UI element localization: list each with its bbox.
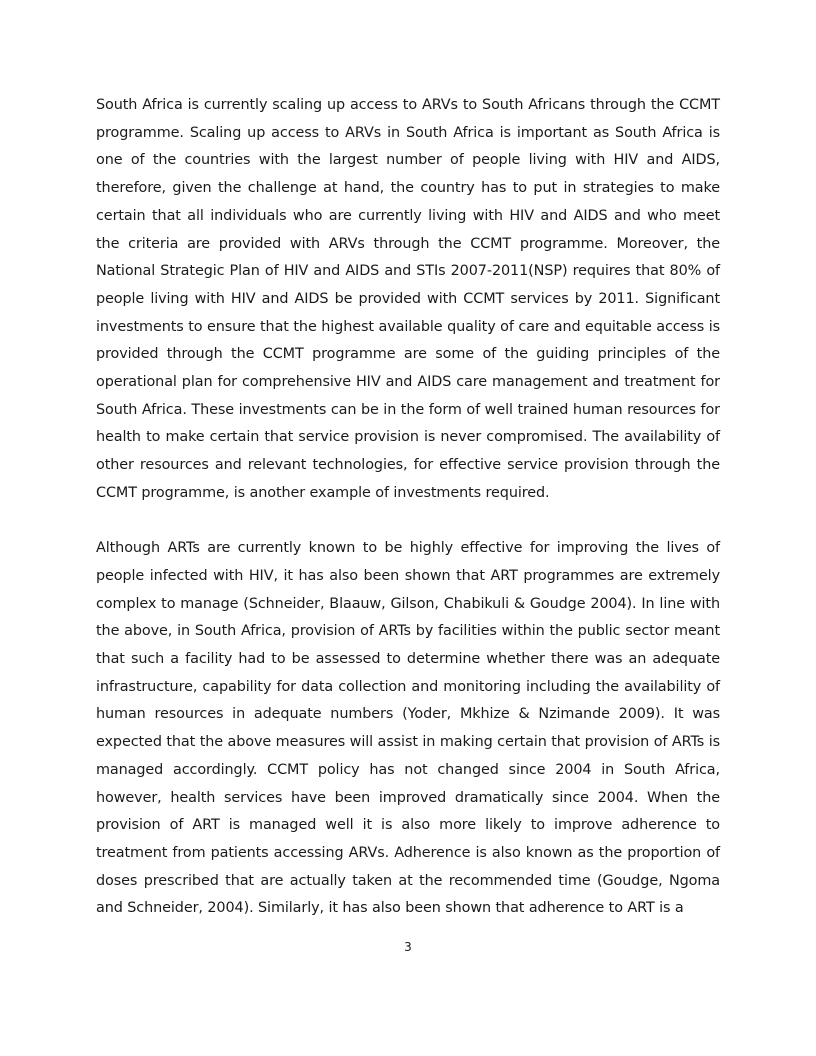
paragraph-art-management: Although ARTs are currently known to be highly effective for improving the lives of people infected with HIV, it has also been shown that ART programmes are extremely complex to manage (Schneider, Blaauw, Gilson, Chabikuli & Goudge 2004). In line with the above, in South Africa, provision of ARTs by facilities within the public sector meant that such a facility had to be assessed to determine whether there was an adequate infrastructure, capability for data collection and monitoring including the availability of human resources in adequate numbers (Yoder, Mkhize & Nzimande 2009). It was expected that the above measures will assist in making certain that provision of ARTs is managed accordingly. CCMT policy has not changed since 2004 in South Africa, however, health services have been improved dramatically since 2004. When the provision of ART is managed well it is also more likely to improve adherence to treatment from patients accessing ARVs. Adherence is also known as the proportion of doses prescribed that are actually taken at the recommended time (Goudge, Ngoma and Schneider, 2004). Similarly, it has also been shown that adherence to ART is a: [96, 540, 720, 917]
page-number: 3: [404, 940, 412, 954]
paragraph-ccmt-scaling: South Africa is currently scaling up access to ARVs to South Africans through the CCMT programme. Scaling up access to ARVs in South Africa is important as South Africa is one of the countries with the largest number of people living with HIV and AIDS, therefore, given the challenge at hand, the country has to put in strategies to make certain that all individuals who are currently living with HIV and AIDS and who meet the criteria are provided with ARVs through the CCMT programme. Moreover, the National Strategic Plan of HIV and AIDS and STIs 2007-2011(NSP) requires that 80% of people living with HIV and AIDS be provided with CCMT services by 2011. Significant investments to ensure that the highest available quality of care and equitable access is provided through the CCMT programme are some of the guiding principles of the operational plan for comprehensive HIV and AIDS care management and treatment for South Africa. These investments can be in the form of well trained human resources for health to make certain that service provision is never compromised. The availability of other resources and relevant technologies, for effective service provision through the CCMT programme, is another example of investments required.: [96, 97, 720, 501]
body-text: [96, 92, 720, 923]
